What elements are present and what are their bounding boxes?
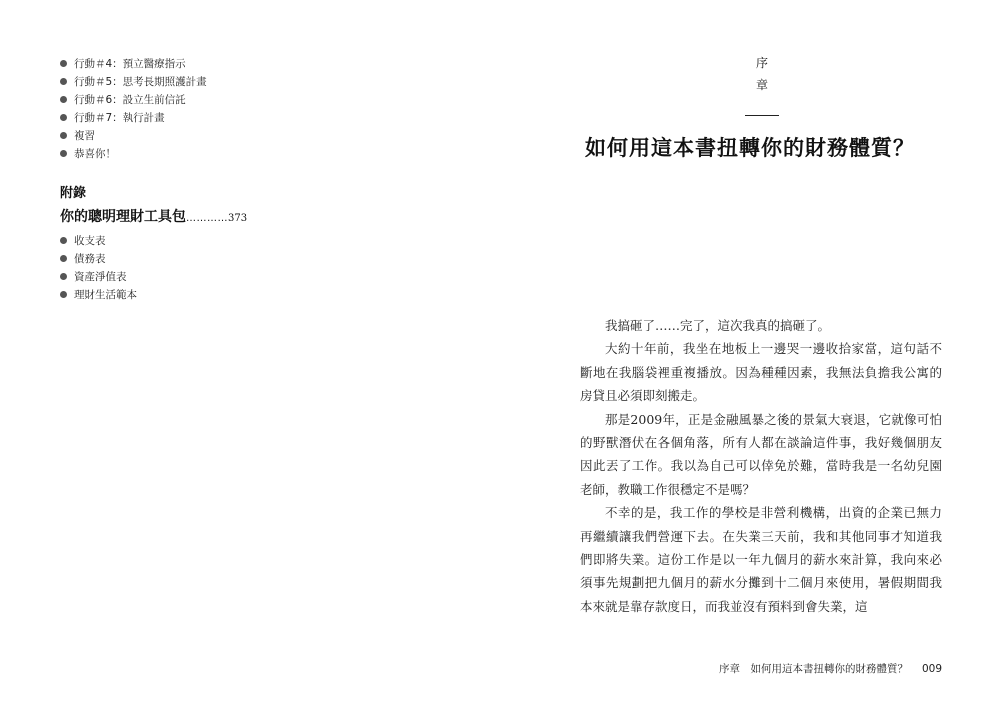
bullet-dot-icon: [60, 273, 67, 280]
list-item: [60, 126, 207, 144]
bullet-dot-icon: [60, 255, 67, 262]
list-item-label: 行動＃6：設立生前信託: [74, 93, 186, 106]
list-item: [60, 144, 207, 162]
toc-entry-title: 你的聰明理財工具包: [60, 209, 186, 225]
bullet-dot-icon: [60, 237, 67, 244]
list-item: [60, 72, 207, 90]
running-head: 序章 如何用這本書扭轉你的財務體質？: [718, 663, 908, 675]
list-item-label: 債務表: [74, 252, 106, 265]
page-number: 009: [921, 663, 942, 675]
paragraph: 那是2009年，正是金融風暴之後的景氣大衰退，它就像可怕的野獸潛伏在各個角落，所有人都在談論這件事，我好幾個朋友因此丟了工作。我以為自己可以倖免於難，當時我是一名幼兒園老師，教職工作很穩定不是嗎？: [580, 411, 942, 497]
appendix-heading: 附錄: [60, 186, 87, 201]
toc-entry-toolkit: [60, 206, 247, 226]
list-item-label: 複習: [74, 129, 95, 142]
bullet-dot-icon: [60, 60, 67, 67]
list-item-label: 收支表: [74, 234, 106, 247]
bullet-dot-icon: [60, 132, 67, 139]
bullet-dot-icon: [60, 150, 67, 157]
paragraph: 我搞砸了……完了，這次我真的搞砸了。: [605, 318, 831, 333]
chapter-label-top: 序: [755, 56, 768, 70]
list-item-label: 行動＃4：預立醫療指示: [74, 57, 186, 70]
action-list: [60, 54, 207, 162]
list-item: [60, 267, 137, 285]
chapter-title: 如何用這本書扭轉你的財務體質？: [585, 135, 915, 160]
appendix-list: [60, 231, 137, 303]
chapter-label-bottom: 章: [755, 78, 768, 92]
bullet-dot-icon: [60, 78, 67, 85]
list-item-label: 行動＃5：思考長期照護計畫: [74, 75, 207, 88]
list-item-label: 資產淨值表: [74, 270, 127, 283]
list-item: [60, 249, 137, 267]
list-item-label: 恭喜你！: [74, 147, 116, 160]
list-item: [60, 54, 207, 72]
paragraph: 不幸的是，我工作的學校是非營利機構，出資的企業已無力再繼續讓我們營運下去。在失業三天前，我和其他同事才知道我們即將失業。這份工作是以一年九個月的薪水來計算，我向來必須事先規劃把九個月的薪水分攤到十二個月來使用，暑假期間我本來就是靠存款度日，而我並沒有預料到會失業，這: [580, 505, 942, 614]
bullet-dot-icon: [60, 291, 67, 298]
paragraph: 大約十年前，我坐在地板上一邊哭一邊收拾家當，這句話不斷地在我腦袋裡重複播放。因為種種因素，我無法負擔我公寓的房貸且必須即刻搬走。: [580, 341, 942, 404]
chapter-divider: [745, 115, 779, 116]
page-footer: [719, 661, 942, 676]
toc-leader: …………: [186, 213, 228, 224]
list-item: [60, 231, 137, 249]
list-item: [60, 90, 207, 108]
list-item-label: 理財生活範本: [74, 288, 137, 301]
toc-page-number: 373: [228, 213, 248, 224]
body-text: [580, 314, 942, 618]
list-item-label: 行動＃7：執行計畫: [74, 111, 165, 124]
bullet-dot-icon: [60, 96, 67, 103]
list-item: [60, 285, 137, 303]
bullet-dot-icon: [60, 114, 67, 121]
list-item: [60, 108, 207, 126]
